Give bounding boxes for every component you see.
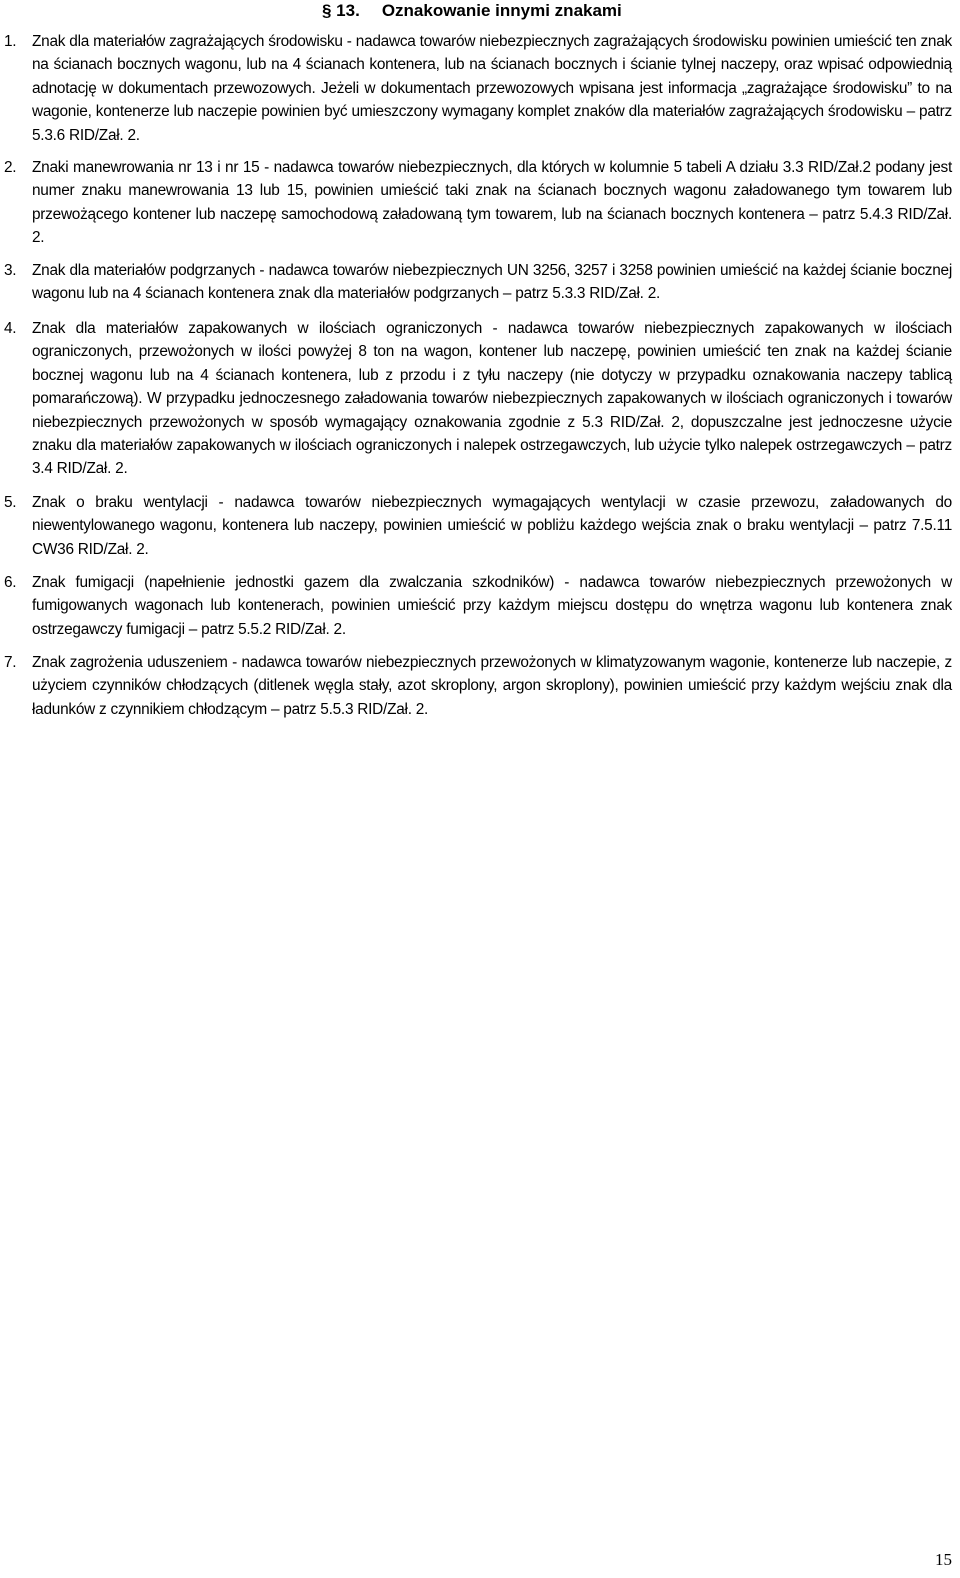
list-item-7 [4, 651, 952, 721]
list-item-6 [4, 571, 952, 641]
list-item-text: Znak zagrożenia uduszeniem - nadawca towarów niebezpiecznych przewożonych w klimatyzowanym wagonie, kontenerze lub naczepie, z użyciem czynników chłodzących (ditlenek węgla stały, azot skroplony, argon skroplony), powinien umieścić przy każdym wejściu znak dla ładunków z czynnikiem chłodzącym – patrz 5.5.3 RID/Zał. 2. [32, 654, 952, 718]
list-item-text: Znak fumigacji (napełnienie jednostki gazem dla zwalczania szkodników) - nadawca towarów niebezpiecznych przewożonych w fumigowanych wagonach lub kontenerach, powinien umieścić przy każdym miejscu dostępu do wnętrza wagonu lub kontenera znak ostrzegawczy fumigacji – patrz 5.5.2 RID/Zał. 2. [32, 574, 952, 638]
list-item-text: Znaki manewrowania nr 13 i nr 15 - nadawca towarów niebezpiecznych, dla których w kolumnie 5 tabeli A działu 3.3 RID/Zał.2 podany jest numer znaku manewrowania 13 lub 15, powinien umieścić taki znak na ścianach bocznych wagonu załadowanego tym towarem lub przewożącego kontener lub naczepę samochodową załadowaną tym towarem, lub na ścianach bocznych kontenera – patrz 5.4.3 RID/Zał. 2. [32, 159, 952, 247]
list-item-text: Znak dla materiałów podgrzanych - nadawca towarów niebezpiecznych UN 3256, 3257 i 3258 powinien umieścić na każdej ścianie bocznej wagonu lub na 4 ścianach kontenera znak dla materiałów podgrzanych – patrz 5.3.3 RID/Zał. 2. [32, 262, 952, 303]
section-heading [322, 1, 622, 21]
section-title: Oznakowanie innymi znakami [381, 1, 622, 20]
section-number: § 13. [322, 1, 360, 20]
page-number: 15 [935, 1550, 952, 1569]
list-item-2 [4, 156, 952, 250]
list-item-text: Znak dla materiałów zagrażających środowisku - nadawca towarów niebezpiecznych zagrażających środowisku powinien umieścić ten znak na ścianach bocznych wagonu, lub na 4 ścianach kontenera, lub na ścianach bocznych i ścianie tylnej naczepy, oraz wpisać odpowiednią adnotację w dokumentach przewozowych. Jeżeli w dokumentach przewozowych wpisana jest informacja „zagrażające środowisku” to na wagonie, kontenerze lub naczepie powinien być umieszczony wymagany komplet znaków dla materiałów zagrażających środowisku – patrz 5.3.6 RID/Zał. 2. [32, 33, 952, 144]
list-item-number: 6. [4, 574, 17, 591]
list-item-text: Znak o braku wentylacji - nadawca towarów niebezpiecznych wymagających wentylacji w czasie przewozu, załadowanych do niewentylowanego wagonu, kontenera lub naczepy, powinien umieścić w pobliżu każdego wejścia znak o braku wentylacji – patrz 7.5.11 CW36 RID/Zał. 2. [32, 494, 952, 558]
list-item-number: 4. [4, 320, 17, 337]
list-item-5 [4, 491, 952, 561]
list-item-number: 3. [4, 262, 17, 279]
list-item-3 [4, 259, 952, 306]
list-item-number: 1. [4, 33, 17, 50]
list-item-text: Znak dla materiałów zapakowanych w ilościach ograniczonych - nadawca towarów niebezpiecznych zapakowanych w ilościach ograniczonych, przewożonych w ilości powyżej 8 ton na wagon, kontener lub naczepę, powinien umieścić ten znak na każdej ścianie bocznej wagonu lub na 4 ścianach kontenera, lub z przodu i z tyłu naczepy (nie dotyczy w przypadku oznakowania naczepy tablicą pomarańczową). W przypadku jednoczesnego załadowania towarów niebezpiecznych zapakowanych w ilościach ograniczonych i towarów niebezpiecznych przewożonych w sposób wymagający oznakowania zgodnie z 5.3 RID/Zał. 2, dopuszczalne jest jednoczesne użycie znaku dla materiałów zapakowanych w ilościach ograniczonych i nalepek ostrzegawczych, lub użycie tylko nalepek ostrzegawczych – patrz 3.4 RID/Zał. 2. [32, 320, 952, 478]
list-item-number: 7. [4, 654, 17, 671]
list-item-1 [4, 30, 952, 147]
list-item-4 [4, 317, 952, 481]
list-item-number: 2. [4, 159, 17, 176]
list-item-number: 5. [4, 494, 17, 511]
